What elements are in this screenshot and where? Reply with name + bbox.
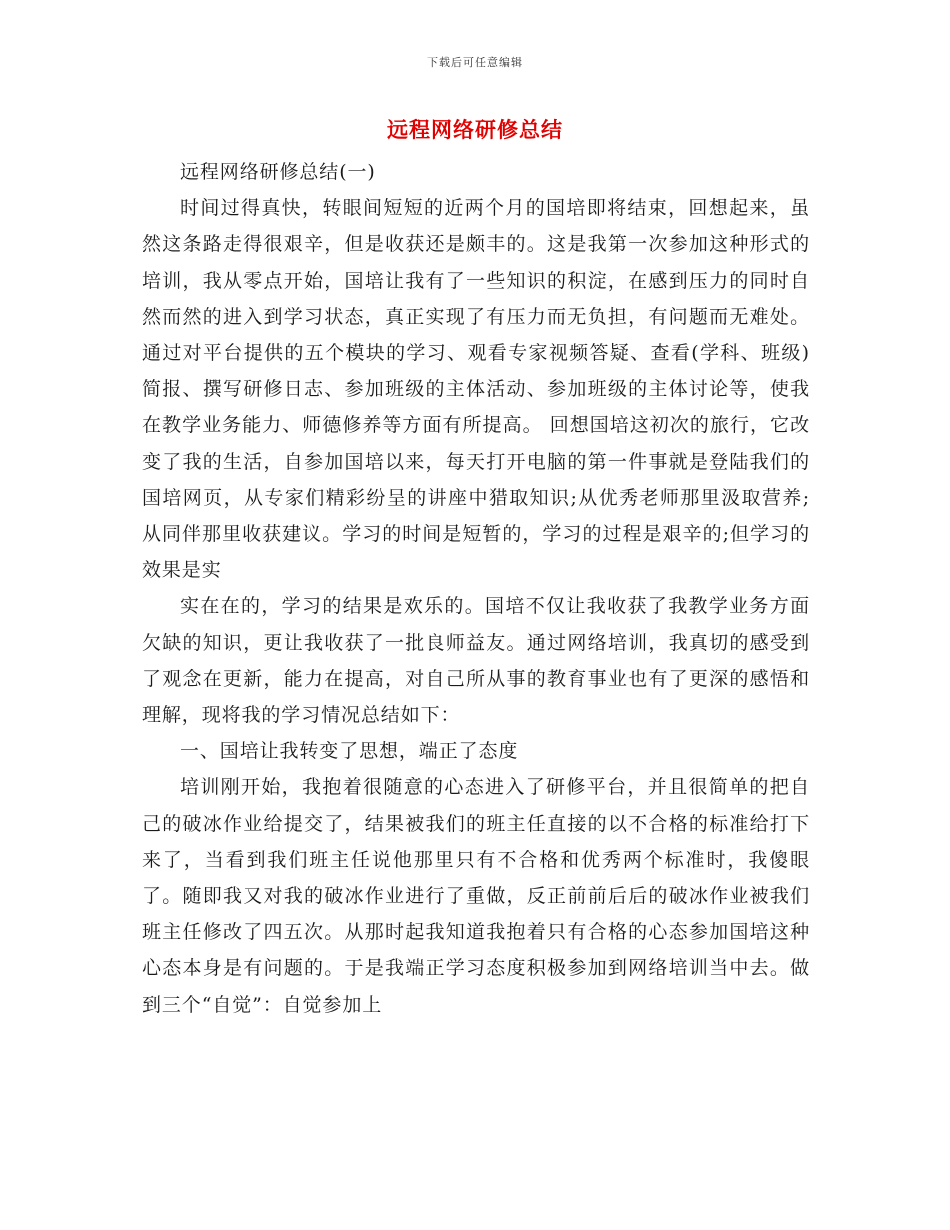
section-heading: 远程网络研修总结(一)	[180, 161, 376, 183]
subsection-heading: 一、国培让我转变了思想，端正了态度	[180, 740, 519, 763]
paragraph: 时间过得真快，转眼间短短的近两个月的国培即将结束，回想起来，虽然这条路走得很艰辛，但是收获还是颇丰的。这是我第一次参加这种形式的培训，我从零点开始，国培让我有了一些知识的积淀，在感到压力的同时自然而然的进入到学习状态，真正实现了有压力而无负担，有问题而无难处。通过对平台提供的五个模块的学习、观看专家视频答疑、查看(学科、班级)简报、撰写研修日志、参加班级的主体活动、参加班级的主体讨论等，使我在教学业务能力、师德修养等方面有所提高。 回想国培这初次的旅行，它改变了我的生活，自参加国培以来，每天打开电脑的第一件事就是登陆我们的国培网页，从专家们精彩纷呈的讲座中猎取知识;从优秀老师那里汲取营养;从同伴那里收获建议。学习的时间是短暂的，学习的过程是艰辛的;但学习的效果是实	[142, 197, 810, 582]
paragraph: 培训刚开始，我抱着很随意的心态进入了研修平台，并且很简单的把自己的破冰作业给提交了，结果被我们的班主任直接的以不合格的标准给打下来了，当看到我们班主任说他那里只有不合格和优秀两个标准时，我傻眼了。随即我又对我的破冰作业进行了重做，反正前前后后的破冰作业被我们班主任修改了四五次。从那时起我知道我抱着只有合格的心态参加国培这种心态本身是有问题的。于是我端正学习态度积极参加到网络培训当中去。做到三个“自觉”：自觉参加上	[142, 776, 810, 1016]
document-body	[142, 154, 810, 1023]
page-header-note: 下载后可任意编辑	[427, 56, 523, 69]
paragraph: 实在在的，学习的结果是欢乐的。国培不仅让我收获了我教学业务方面欠缺的知识，更让我收获了一批良师益友。通过网络培训，我真切的感受到了观念在更新，能力在提高，对自己所从事的教育事业也有了更深的感悟和理解，现将我的学习情况总结如下：	[142, 595, 810, 727]
document-title: 远程网络研修总结	[387, 117, 563, 142]
